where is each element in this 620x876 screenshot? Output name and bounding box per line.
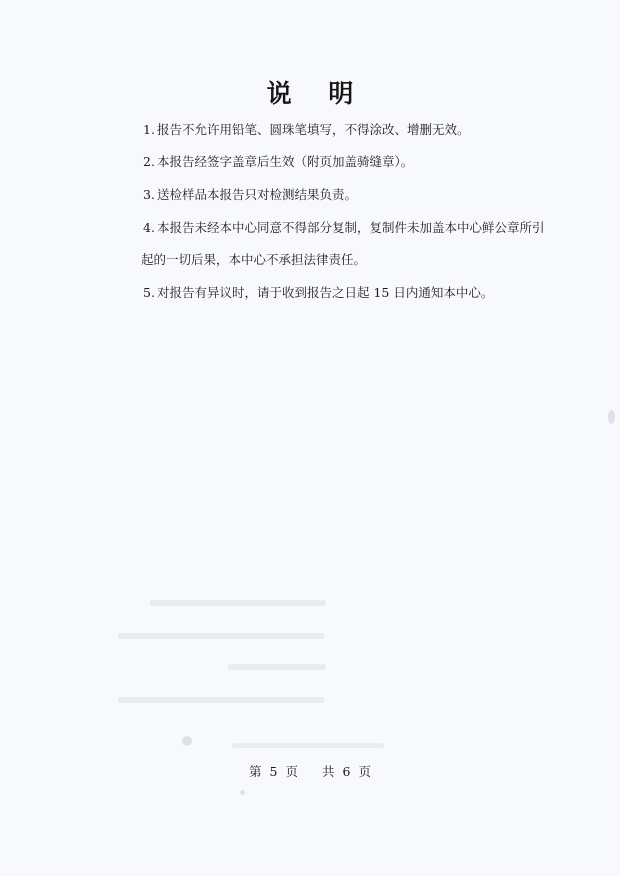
footer-total-prefix: 共 bbox=[322, 764, 335, 779]
item-text: 本报告未经本中心同意不得部分复制，复制件未加盖本中心鲜公章所引 bbox=[157, 220, 545, 235]
item-number: 2. bbox=[143, 154, 155, 169]
item-text: 本报告经签字盖章后生效（附页加盖骑缝章）。 bbox=[157, 154, 414, 169]
page-number-footer bbox=[0, 762, 620, 780]
footer-total-unit: 页 bbox=[358, 764, 371, 779]
item-number: 4. bbox=[143, 220, 155, 235]
item-number: 5. bbox=[143, 285, 155, 300]
show-through-mark bbox=[182, 736, 192, 746]
show-through-line bbox=[118, 697, 324, 703]
item-text: 报告不允许用铅笔、圆珠笔填写，不得涂改、增删无效。 bbox=[157, 122, 470, 137]
notice-item-4 bbox=[143, 220, 545, 236]
notice-item-4-continuation: 起的一切后果，本中心不承担法律责任。 bbox=[141, 252, 367, 267]
item-number: 3. bbox=[143, 187, 155, 202]
item-text: 对报告有异议时，请于收到报告之日起 15 日内通知本中心。 bbox=[157, 285, 494, 300]
footer-page-number: 5 bbox=[269, 764, 278, 779]
item-number: 1. bbox=[143, 122, 155, 137]
item-text: 送检样品本报告只对检测结果负责。 bbox=[157, 187, 358, 202]
page-title: 说 明 bbox=[266, 79, 368, 108]
footer-prefix: 第 bbox=[249, 764, 262, 779]
notice-item-2 bbox=[143, 154, 413, 170]
show-through-line bbox=[228, 664, 326, 670]
notice-item-3 bbox=[143, 187, 357, 203]
show-through-mark bbox=[240, 790, 245, 795]
show-through-line bbox=[232, 743, 384, 748]
footer-total-pages: 6 bbox=[342, 764, 351, 779]
show-through-mark bbox=[608, 410, 615, 424]
footer-page-unit: 页 bbox=[285, 764, 298, 779]
notice-item-5 bbox=[143, 285, 493, 301]
show-through-line bbox=[118, 633, 324, 639]
show-through-line bbox=[150, 600, 326, 606]
notice-item-1 bbox=[143, 122, 470, 138]
